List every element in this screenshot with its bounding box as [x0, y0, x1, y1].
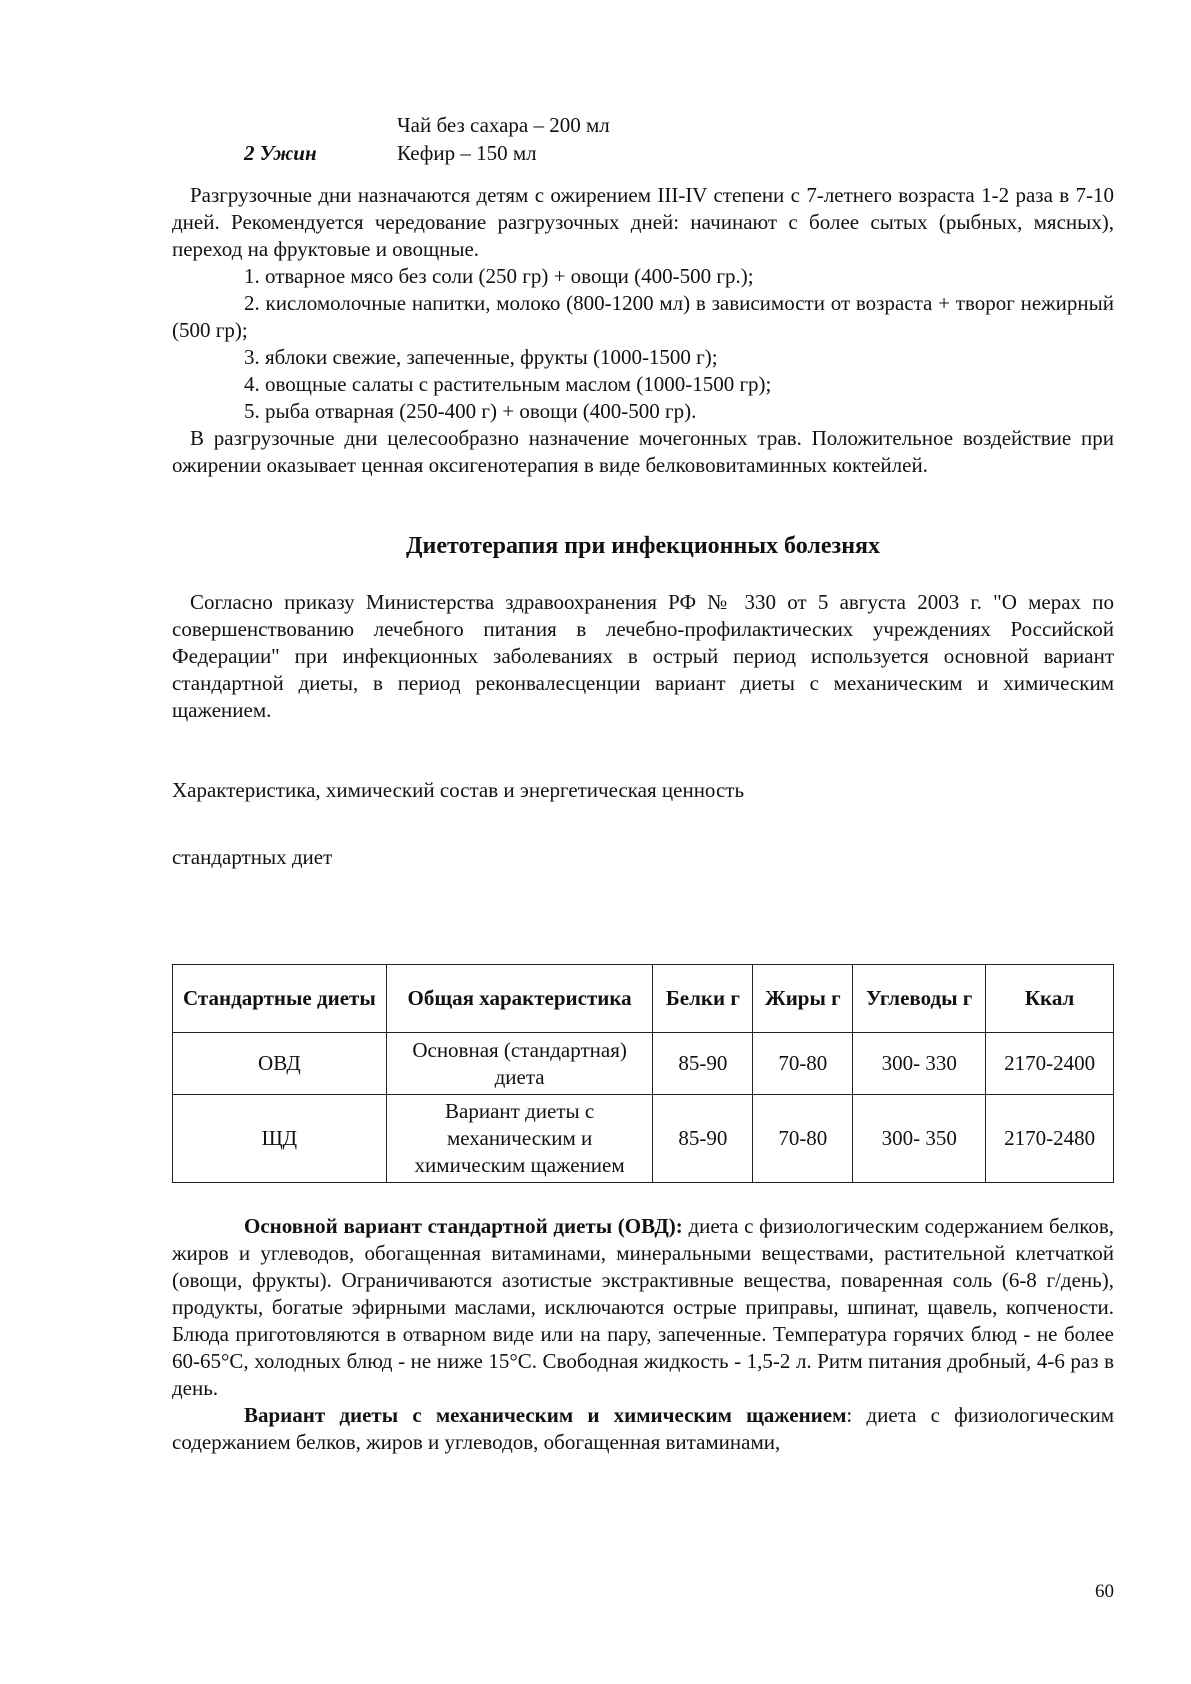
table-cell: 70-80: [753, 1095, 853, 1183]
table-cell: 2170-2480: [986, 1095, 1114, 1183]
document-page: [172, 112, 1114, 1456]
ovd-description: [172, 1213, 1114, 1402]
section-heading: Диетотерапия при инфекционных болезнях: [406, 533, 880, 559]
section-intro: Согласно приказу Министерства здравоохранения РФ № 330 от 5 августа 2003 г. "О мерах по совершенствованию лечебного питания в лечебно-профилактических учреждениях Российской Федерации" при инфекционных заболеваниях в острый период используется основной вариант стандартной диеты, в период реконвалесценции вариант диеты с механическим и химическим щажением.: [172, 590, 1114, 722]
menu-row: [172, 140, 1114, 168]
column-header: Белки г: [653, 965, 753, 1033]
table-cell: Основная (стандартная) диета: [386, 1033, 653, 1095]
fasting-day-item: 5. рыба отварная (250-400 г) + овощи (400-500 гр).: [244, 399, 697, 423]
ovd-text: диета с физиологическим содержанием белков, жиров и углеводов, обогащенная витаминами, минеральными веществами, растительной клетчаткой (овощи, фрукты). Ограничиваются азотистые экстрактивные вещества, поваренная соль (6-8 г/день), продукты, богатые эфирными маслами, исключаются острые приправы, шпинат, щавель, копчености. Блюда приготовляются в отварном виде или на пару, запеченные. Температура горячих блюд - не более 60-65°С, холодных блюд - не ниже 15°С. Свободная жидкость - 1,5-2 л. Ритм питания дробный, 4-6 раз в день.: [172, 1214, 1114, 1400]
table-cell: ОВД: [173, 1033, 387, 1095]
page-number: 60: [1095, 1581, 1114, 1602]
fasting-day-item: 4. овощные салаты с растительным маслом (1000-1500 гр);: [244, 372, 772, 396]
table-cell: 70-80: [753, 1033, 853, 1095]
fasting-days-intro: Разгрузочные дни назначаются детям с ожирением III-IV степени с 7-летнего возраста 1-2 раза в 7-10 дней. Рекомендуется чередование разгрузочных дней: начинают с более сытых (рыбных, мясных), переход на фруктовые и овощные.: [172, 183, 1114, 261]
meal-label: 2 Ужин: [244, 141, 317, 165]
fasting-day-item: 1. отварное мясо без соли (250 гр) + овощи (400-500 гр.);: [244, 264, 754, 288]
shd-title: Вариант диеты с механическим и химическим щажением: [244, 1403, 847, 1427]
table-cell: 300- 330: [853, 1033, 986, 1095]
table-cell: 85-90: [653, 1033, 753, 1095]
ovd-title: Основной вариант стандартной диеты (ОВД):: [244, 1214, 683, 1238]
table-row: [173, 1095, 1114, 1183]
table-caption-line-1: Характеристика, химический состав и энергетическая ценность: [172, 778, 745, 802]
table-cell: 300- 350: [853, 1095, 986, 1183]
table-caption-line-2: стандартных диет: [172, 845, 333, 869]
fasting-days-closing: В разгрузочные дни целесообразно назначение мочегонных трав. Положительное воздействие при ожирении оказывает ценная оксигенотерапия в виде белкововитаминных коктейлей.: [172, 426, 1114, 477]
table-row: [173, 1033, 1114, 1095]
meal-item: Кефир – 150 мл: [397, 141, 537, 165]
fasting-day-item: 2. кисломолочные напитки, молоко (800-1200 мл) в зависимости от возраста + творог нежирный (500 гр);: [172, 291, 1114, 342]
column-header: Общая характеристика: [386, 965, 653, 1033]
shd-text: : диета с физиологическим содержанием белков, жиров и углеводов, обогащенная витаминами,: [172, 1403, 1114, 1454]
table-cell: 2170-2400: [986, 1033, 1114, 1095]
menu-row: [172, 112, 1114, 140]
standard-diets-table: [172, 964, 1114, 1183]
column-header: Жиры г: [753, 965, 853, 1033]
column-header: Углеводы г: [853, 965, 986, 1033]
column-header: Стандартные диеты: [173, 965, 387, 1033]
table-cell: ЩД: [173, 1095, 387, 1183]
table-cell: 85-90: [653, 1095, 753, 1183]
table-header-row: [173, 965, 1114, 1033]
shd-description: [172, 1402, 1114, 1456]
table-cell: Вариант диеты с механическим и химическим щажением: [386, 1095, 653, 1183]
column-header: Ккал: [986, 965, 1114, 1033]
meal-item: Чай без сахара – 200 мл: [397, 113, 610, 137]
fasting-day-item: 3. яблоки свежие, запеченные, фрукты (1000-1500 г);: [244, 345, 718, 369]
